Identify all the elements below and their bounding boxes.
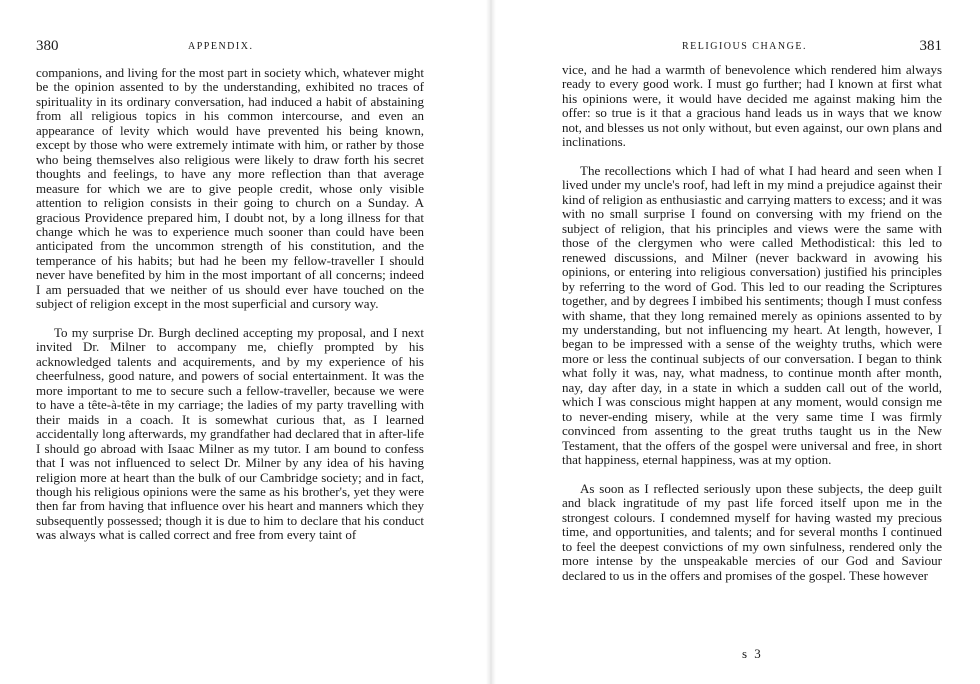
right-page-body (562, 63, 942, 583)
running-head: APPENDIX. (188, 41, 254, 52)
page-number: 381 (919, 38, 942, 54)
left-page-body (36, 66, 424, 543)
left-page (36, 0, 424, 684)
book-gutter (486, 0, 496, 684)
paragraph: vice, and he had a warmth of benevolence which rendered him always ready to every good work. I must go further; had I known at first what his opinions were, it would have decided me against making him the offer: so true is it that a gracious hand leads us in ways that we know not, and blesses us not only without, but even against, our own plans and inclinations. (562, 62, 942, 150)
paragraph: The recollections which I had of what I had heard and seen when I lived under my uncle's roof, had left in my mind a prejudice against their kind of religion as enthusiastic and carrying matters to excess; and it was with no small surprise I found on conversing with my friend on the subject of religion, that his principles and views were the same with those of the clergymen who were called Methodistical: this led to renewed discussions, and Milner (never backward in avowing his opinions, or entering into religious conversation) justified his principles by referring to the word of God. This led to our reading the Scriptures together, and by degrees I imbibed his sentiments; though I must confess with shame, that they long remained merely as opinions assented to by my understanding, but not influencing my heart. At length, however, I began to be impressed with a sense of the weighty truths, which were more or less the continual subjects of our conversation. I began to think what folly it was, nay, what madness, to continue month after month, nay, day after day, in a state in which a sudden call out of the world, which I was conscious might happen at any moment, would consign me to never-ending misery, while at the very same time I was firmly convinced from assenting to the great truths taught us in the New Testament, that the offers of the gospel were universal and free, in short that happiness, eternal happiness, was at my option. (562, 163, 942, 468)
right-page (562, 0, 942, 684)
running-head: RELIGIOUS CHANGE. (682, 41, 807, 52)
page-number: 380 (36, 38, 59, 54)
paragraph: As soon as I reflected seriously upon these subjects, the deep guilt and black ingratitude of my past life forced itself upon me in the strongest colours. I condemned myself for having wasted my precious time, and opportunities, and talents; and for several months I continued to feel the deepest convictions of my own sinfulness, rendered only the more intense by the unspeakable mercies of our God and Saviour declared to us in the offers and promises of the gospel. These however (562, 480, 942, 583)
paragraph: companions, and living for the most part in society which, whatever might be the opinion assented to by the understanding, exhibited no traces of spirituality in its ordinary conversation, had induced a habit of abstaining from all religious topics in his common intercourse, and even an appearance of levity which would have prevented his being known, except by those who were extremely intimate with him, or rather by those who being themselves also religious were likely to draw forth his secret thoughts and feelings, to have any more reflection than that average measure for which we are to give people credit, whose only visible attention to religion consists in their going to church on a Sunday. A gracious Providence prepared him, I doubt not, by a long illness for that change which he was to experience much sooner than could have been anticipated from the uncommon strength of his constitution, and the temperance of his habits; but had he been my fellow-traveller I should never have benefited by him in the most important of all concerns; indeed I am persuaded that we neither of us should ever have touched on the subject of religion except in the most superficial and cursory way. (36, 65, 424, 312)
right-page-header (562, 38, 942, 56)
paragraph: To my surprise Dr. Burgh declined accepting my proposal, and I next invited Dr. Milner to accompany me, chiefly prompted by his acknowledged talents and acquirements, and by my experience of his cheerfulness, good nature, and powers of social entertainment. It was the more important to me to secure such a fellow-traveller, because we were to have a tête-à-tête in my carriage; the ladies of my party travelling with their maids in a coach. It is somewhat curious that, as I learned accidentally long afterwards, my grandfather had declared that in after-life I should go abroad with Isaac Milner as my tutor. I am bound to confess that I was not influenced to select Dr. Milner by any idea of his having religion more at heart than the bulk of our Cambridge society; and in fact, though his religious opinions were the same as his brother's, yet they were then far from having that influence over his heart and manners which they subsequently possessed; though it is due to him to declare that his conduct was always what is called correct and free from every taint of (36, 325, 424, 543)
signature-mark: s 3 (742, 646, 763, 661)
left-page-header (36, 38, 424, 56)
